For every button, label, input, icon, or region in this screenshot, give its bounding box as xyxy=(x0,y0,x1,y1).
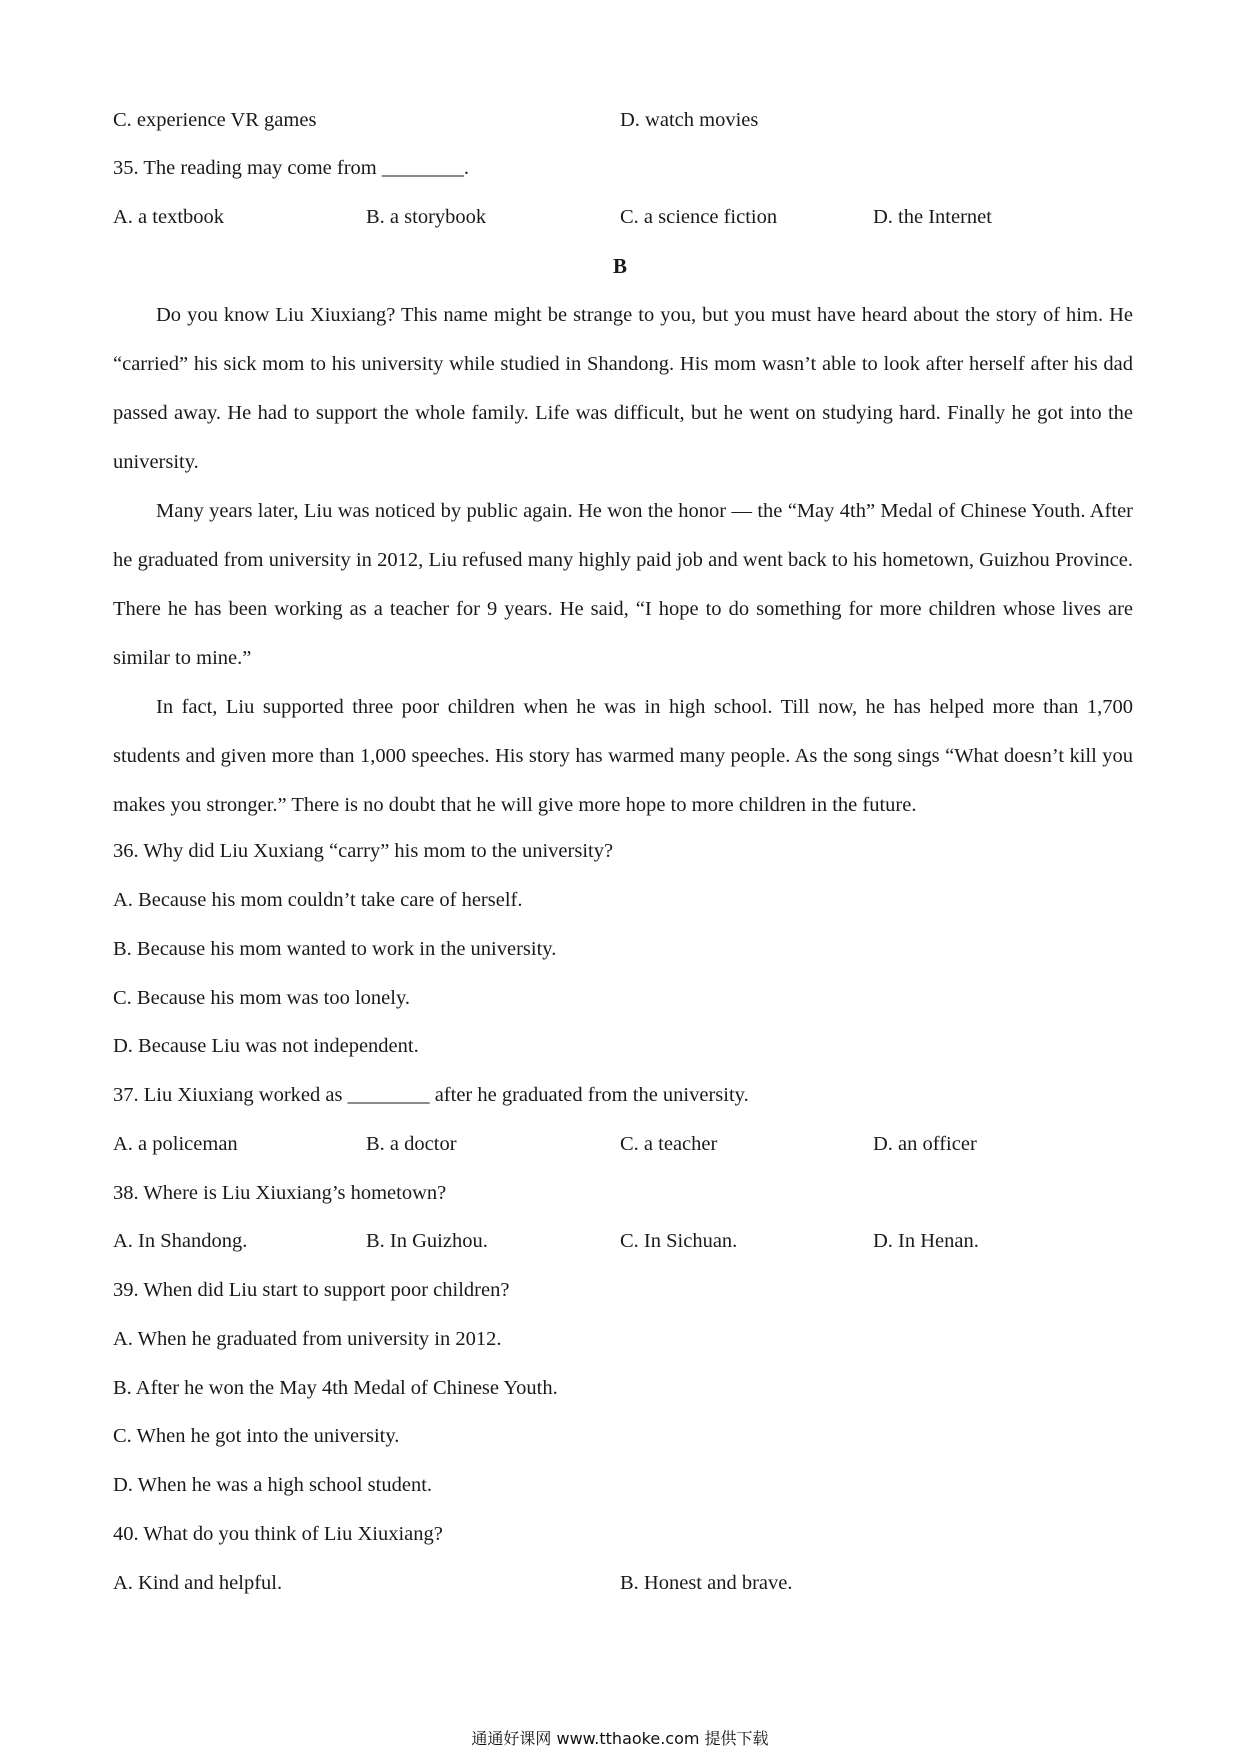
passage-paragraph-2: Many years later, Liu was noticed by public again. He won the honor — the “May 4th” Medal of Chinese Youth. After he graduated from university in 2012, Liu refused many highly paid job and went back to his hometown, Guizhou Province. There he has been working as a teacher for 9 years. He said, “I hope to do something for more children whose lives are similar to mine.” xyxy=(113,500,1133,669)
q37-option-a: A. a policeman xyxy=(113,1133,238,1155)
q37-option-c: C. a teacher xyxy=(620,1133,718,1155)
q34-option-c: C. experience VR games xyxy=(113,109,317,131)
q37-options-row xyxy=(113,1130,1133,1158)
q40-option-a: A. Kind and helpful. xyxy=(113,1572,283,1594)
q38-option-a: A. In Shandong. xyxy=(113,1230,248,1252)
q38-option-d: D. In Henan. xyxy=(873,1230,979,1252)
q35-options-row xyxy=(113,203,1133,231)
q37-stem: 37. Liu Xiuxiang worked as ________ after he graduated from the university. xyxy=(113,1084,749,1106)
passage-paragraph-1: Do you know Liu Xiuxiang? This name might be strange to you, but you must have heard about the story of him. He “carried” his sick mom to his university while studied in Shandong. His mom wasn’t able to look after herself after his dad passed away. He had to support the whole family. Life was difficult, but he went on studying hard. Finally he got into the university. xyxy=(113,304,1133,473)
q37-option-b: B. a doctor xyxy=(366,1133,457,1155)
q39-option-a: A. When he graduated from university in 2012. xyxy=(113,1328,502,1350)
passage-paragraph-3: In fact, Liu supported three poor children when he was in high school. Till now, he has helped more than 1,700 students and given more than 1,000 speeches. His story has warmed many people. As the song sings “What doesn’t kill you makes you stronger.” There is no doubt that he will give more hope to more children in the future. xyxy=(113,696,1133,816)
q36-stem: 36. Why did Liu Xuxiang “carry” his mom to the university? xyxy=(113,840,614,862)
q35-option-c: C. a science fiction xyxy=(620,206,778,228)
q36-option-a: A. Because his mom couldn’t take care of herself. xyxy=(113,889,523,911)
q39-stem: 39. When did Liu start to support poor children? xyxy=(113,1279,510,1301)
q40-options-row xyxy=(113,1569,1133,1597)
q35-option-d: D. the Internet xyxy=(873,206,992,228)
q37-option-d: D. an officer xyxy=(873,1133,977,1155)
q39-option-c: C. When he got into the university. xyxy=(113,1425,400,1447)
q38-option-c: C. In Sichuan. xyxy=(620,1230,738,1252)
q34-options-row xyxy=(113,106,1133,134)
page-footer: 通通好课网 www.tthaoke.com 提供下载 xyxy=(471,1729,769,1748)
reading-passage xyxy=(113,291,1133,830)
q38-stem: 38. Where is Liu Xiuxiang’s hometown? xyxy=(113,1182,447,1204)
q40-stem: 40. What do you think of Liu Xiuxiang? xyxy=(113,1523,443,1545)
q40-option-b: B. Honest and brave. xyxy=(620,1572,793,1594)
q39-option-b: B. After he won the May 4th Medal of Chinese Youth. xyxy=(113,1377,558,1399)
q38-options-row xyxy=(113,1227,1133,1255)
q36-option-b: B. Because his mom wanted to work in the university. xyxy=(113,938,557,960)
q35-option-b: B. a storybook xyxy=(366,206,487,228)
q34-option-d: D. watch movies xyxy=(620,109,759,131)
q36-option-d: D. Because Liu was not independent. xyxy=(113,1035,419,1057)
q35-option-a: A. a textbook xyxy=(113,206,225,228)
q36-option-c: C. Because his mom was too lonely. xyxy=(113,987,411,1009)
q39-option-d: D. When he was a high school student. xyxy=(113,1474,433,1496)
q38-option-b: B. In Guizhou. xyxy=(366,1230,488,1252)
section-heading: B xyxy=(612,254,627,278)
q35-stem: 35. The reading may come from ________. xyxy=(113,157,470,179)
